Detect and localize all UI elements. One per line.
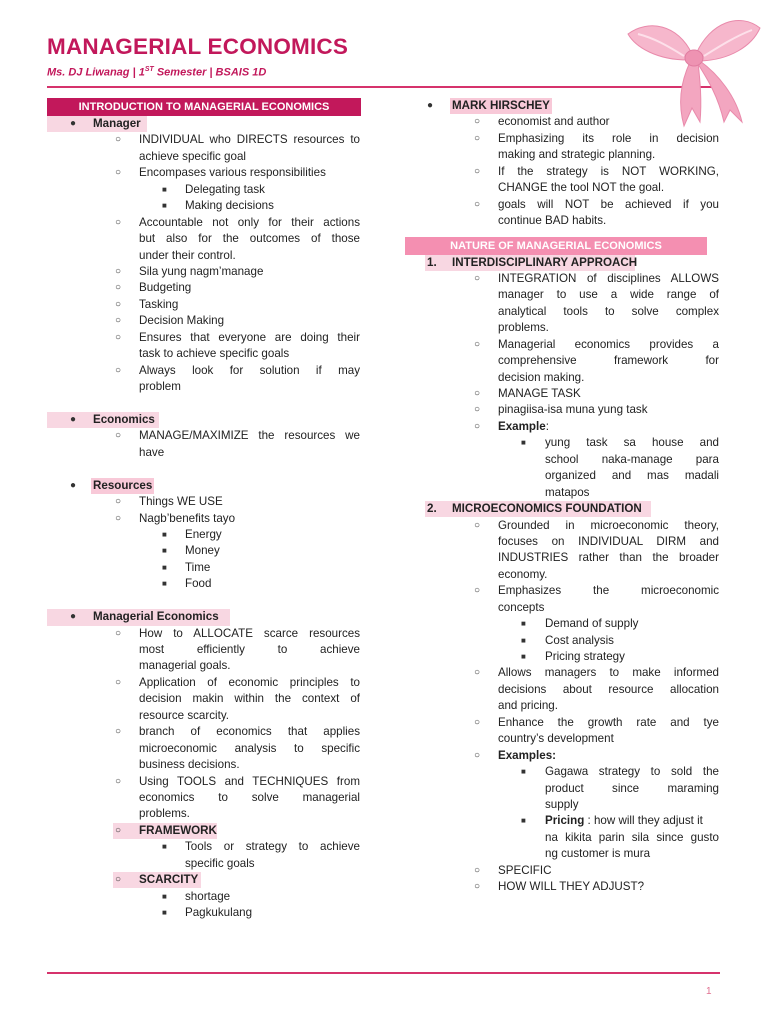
heading-interdisciplinary (405, 255, 720, 271)
list-item-cont: analytical tools to solve complex (498, 304, 719, 318)
square-bullet-icon: ■ (162, 908, 167, 917)
sub-item: ■ Pricing strategy (405, 649, 720, 665)
subtitle-part-b: Semester | BSAIS 1D (153, 66, 267, 79)
heading-economics (47, 412, 159, 428)
list-item: ○ Always look for solution if may (47, 363, 361, 379)
framework-label: FRAMEWORK (139, 823, 217, 837)
list-item-cont: country’s development (498, 732, 614, 746)
list-item-cont: and pricing. (498, 699, 558, 713)
list-item: ○ Grounded in microeconomic theory, (405, 518, 720, 534)
list-item: ○ Emphasizes the microeconomic (405, 583, 720, 599)
list-item-framework (47, 823, 361, 839)
circle-bullet-icon: ○ (115, 167, 122, 179)
examples-label: Examples: (498, 748, 556, 762)
list-item-cont: task to achieve specific goals (139, 347, 290, 361)
list-item-cont: problems. (498, 321, 549, 335)
list-item: ○ pinagiisa-isa muna yung task (405, 402, 720, 418)
circle-bullet-icon: ○ (115, 496, 122, 508)
scarcity-label: SCARCITY (139, 873, 199, 887)
sub-item-cont: school naka-manage para (545, 452, 719, 466)
list-item: ○ Accountable not only for their actions (47, 215, 361, 231)
list-item: ○ Nagb’benefits tayo (47, 511, 361, 527)
list-item-cont: have (139, 445, 165, 459)
square-bullet-icon: ■ (162, 562, 167, 572)
heading-resources (47, 478, 361, 494)
subtitle-sup: ST (144, 66, 154, 73)
square-bullet-icon: ■ (521, 652, 526, 661)
circle-bullet-icon: ○ (115, 265, 122, 277)
list-item: ○ Application of economic principles to (47, 675, 361, 691)
square-bullet-icon: ■ (521, 816, 526, 826)
sub-item-cont: matapos (545, 485, 590, 499)
list-item-cont: decision making. (498, 370, 585, 384)
list-item-cont: decision makin within the context of (139, 692, 360, 706)
list-item-cont: economics to solve managerial (139, 790, 360, 804)
subtitle-part-a: Ms. DJ Liwanag | 1 (47, 66, 145, 79)
list-item: ○ MANAGE/MAXIMIZE the resources we (47, 428, 361, 444)
circle-bullet-icon: ○ (474, 881, 481, 893)
list-item-cont: problem (139, 380, 181, 393)
list-item-cont: most efficiently to achieve (139, 643, 360, 656)
circle-bullet-icon: ○ (474, 864, 481, 876)
circle-bullet-icon: ○ (115, 430, 122, 442)
square-bullet-icon: ■ (162, 546, 167, 556)
heading-manager (47, 116, 147, 132)
sub-item: ■ Gagawa strategy to sold the (405, 764, 720, 780)
list-item: ○ economist and author (405, 114, 720, 130)
heading-interdisciplinary-label: INTERDISCIPLINARY APPROACH (452, 255, 638, 269)
circle-bullet-icon: ○ (474, 388, 481, 399)
heading-managerial-label: Managerial Economics (93, 610, 219, 624)
circle-bullet-icon: ○ (474, 132, 481, 144)
right-column (405, 98, 720, 896)
sub-item: ■ Delegating task (47, 182, 361, 198)
square-bullet-icon: ■ (521, 619, 526, 629)
bullet-icon: ● (70, 413, 77, 425)
list-item: ○ Things WE USE (47, 494, 361, 510)
list-item-cont: microeconomic analysis to specific (139, 741, 360, 755)
sub-item-cont: na kikita parin sila since gusto (545, 830, 719, 844)
list-item-cont: INDUSTRIES rather than the broader (498, 551, 719, 565)
pricing-label: Pricing (545, 814, 585, 828)
sub-item: ■ Energy (47, 527, 361, 543)
page-number: 1 (706, 986, 712, 997)
list-item-cont: problems. (139, 807, 190, 821)
circle-bullet-icon: ○ (474, 198, 481, 210)
list-item: ○ Decision Making (47, 313, 361, 329)
list-item-cont: but also for the outcomes of those (139, 232, 360, 246)
circle-bullet-icon: ○ (474, 420, 481, 432)
sub-item: ■ Making decisions (47, 198, 361, 214)
example-label: Example (498, 419, 546, 433)
circle-bullet-icon: ○ (474, 749, 481, 761)
circle-bullet-icon: ○ (474, 716, 481, 728)
list-item-cont: resource scarcity. (139, 708, 229, 722)
heading-economics-label: Economics (93, 412, 155, 426)
list-item: ○ Tasking (47, 297, 361, 313)
list-item-cont: CHANGE the tool NOT the goal. (498, 181, 665, 195)
list-item: ○ Emphasizing its role in decision (405, 131, 720, 147)
square-bullet-icon: ■ (521, 767, 526, 777)
list-item-cont: focuses on INDIVIDUAL DIRM and (498, 534, 719, 548)
list-item-cont: under their control. (139, 248, 236, 262)
circle-bullet-icon: ○ (474, 519, 481, 531)
sub-item-cont: organized and mas madali (545, 469, 719, 483)
list-item: ○ branch of economics that applies (47, 724, 361, 740)
square-bullet-icon: ■ (521, 438, 526, 448)
heading-manager-label: Manager (93, 117, 141, 130)
sub-item: ■ shortage (47, 889, 361, 905)
bullet-icon: ● (70, 479, 77, 491)
circle-bullet-icon: ○ (115, 134, 122, 146)
circle-bullet-icon: ○ (115, 364, 122, 376)
circle-bullet-icon: ○ (115, 282, 122, 294)
number-label: 1. (427, 255, 437, 269)
square-bullet-icon: ■ (162, 201, 167, 211)
list-item-scarcity (47, 872, 361, 888)
circle-bullet-icon: ○ (474, 338, 481, 350)
circle-bullet-icon: ○ (115, 298, 122, 310)
square-bullet-icon: ■ (162, 184, 167, 194)
circle-bullet-icon: ○ (474, 585, 481, 597)
heading-managerial-economics (47, 609, 230, 625)
circle-bullet-icon: ○ (115, 512, 122, 524)
list-item: ○ Using TOOLS and TECHNIQUES from (47, 774, 361, 790)
circle-bullet-icon: ○ (115, 726, 122, 738)
circle-bullet-icon: ○ (474, 116, 481, 128)
sub-item: ■ Food (47, 576, 361, 592)
bullet-icon: ● (70, 611, 77, 623)
heading-microeconomics-label: MICROECONOMICS FOUNDATION (452, 502, 642, 516)
sub-item-cont: product since maraming (545, 781, 719, 795)
subtitle (47, 66, 266, 79)
section-banner-nature: NATURE OF MANAGERIAL ECONOMICS (405, 237, 707, 255)
circle-bullet-icon: ○ (115, 331, 122, 343)
left-column (47, 98, 361, 921)
sub-item-cont: supply (545, 797, 579, 811)
circle-bullet-icon: ○ (115, 824, 122, 836)
list-item: ○ SPECIFIC (405, 863, 720, 879)
list-item-cont: comprehensive framework for (498, 354, 719, 368)
list-item: ○ Encompases various responsibilities (47, 165, 361, 181)
square-bullet-icon: ■ (162, 529, 167, 539)
list-item-cont: business decisions. (139, 758, 240, 772)
list-item: ○ Enhance the growth rate and tye (405, 715, 720, 731)
sub-item-cont: specific goals (185, 856, 255, 870)
sub-item-cont: ng customer is mura (545, 847, 651, 861)
sub-item: ■ Demand of supply (405, 616, 720, 632)
list-item: ○ MANAGE TASK (405, 386, 720, 402)
list-item: ○ INTEGRATION of disciplines ALLOWS (405, 271, 720, 287)
list-item-cont: concepts (498, 600, 545, 614)
circle-bullet-icon: ○ (115, 676, 122, 688)
circle-bullet-icon: ○ (115, 775, 122, 787)
list-item-cont: economy. (498, 567, 548, 581)
sub-item: ■ Pagkukulang (47, 905, 361, 921)
circle-bullet-icon: ○ (115, 627, 122, 639)
square-bullet-icon: ■ (162, 891, 167, 901)
heading-microeconomics (405, 501, 720, 517)
list-item: ○ goals will NOT be achieved if you (405, 197, 720, 213)
list-item: ○ How to ALLOCATE scarce resources (47, 626, 361, 642)
list-item-examples (405, 748, 720, 764)
bullet-icon: ● (427, 100, 434, 111)
circle-bullet-icon: ○ (115, 874, 122, 886)
square-bullet-icon: ■ (162, 579, 167, 589)
circle-bullet-icon: ○ (474, 165, 481, 177)
list-item-cont: manager to use a wide range of (498, 288, 719, 302)
heading-resources-label: Resources (91, 478, 154, 494)
square-bullet-icon: ■ (521, 635, 526, 645)
section-banner-introduction: INTRODUCTION TO MANAGERIAL ECONOMICS (47, 98, 361, 116)
list-item-cont: achieve specific goal (139, 149, 246, 163)
heading-mark-label: MARK HIRSCHEY (450, 98, 552, 114)
sub-item: ■ yung task sa house and (405, 435, 720, 451)
list-item: ○ Budgeting (47, 280, 361, 296)
list-item: ○ INDIVIDUAL who DIRECTS resources to (47, 132, 361, 148)
list-item-cont: managerial goals. (139, 659, 231, 673)
list-item-cont: continue BAD habits. (498, 214, 607, 228)
list-item: ○ Allows managers to make informed (405, 665, 720, 681)
list-item: ○ Sila yung nagm’manage (47, 264, 361, 280)
sub-item: ■ Tools or strategy to achieve (47, 839, 361, 855)
list-item-cont: decisions about resource allocation (498, 682, 719, 696)
sub-item: ■ Pricing : how will they adjust it (405, 813, 720, 829)
square-bullet-icon: ■ (162, 842, 167, 852)
number-label: 2. (427, 502, 437, 516)
sub-item: ■ Time (47, 560, 361, 576)
circle-bullet-icon: ○ (115, 216, 122, 228)
page-title: MANAGERIAL ECONOMICS (47, 34, 349, 59)
list-item-cont: making and strategic planning. (498, 148, 656, 162)
list-item-example: ○ Example: (405, 419, 720, 435)
heading-mark-hirschey (405, 98, 720, 114)
bullet-icon: ● (70, 118, 77, 129)
circle-bullet-icon: ○ (474, 272, 481, 284)
list-item: ○ HOW WILL THEY ADJUST? (405, 879, 720, 895)
circle-bullet-icon: ○ (474, 667, 481, 679)
sub-item: ■ Money (47, 543, 361, 559)
list-item: ○ Ensures that everyone are doing their (47, 330, 361, 346)
list-item: ○ Managerial economics provides a (405, 337, 720, 353)
circle-bullet-icon: ○ (115, 315, 122, 327)
circle-bullet-icon: ○ (474, 404, 481, 416)
list-item: ○ If the strategy is NOT WORKING, (405, 164, 720, 180)
footer-rule (47, 972, 720, 974)
sub-item: ■ Cost analysis (405, 633, 720, 649)
